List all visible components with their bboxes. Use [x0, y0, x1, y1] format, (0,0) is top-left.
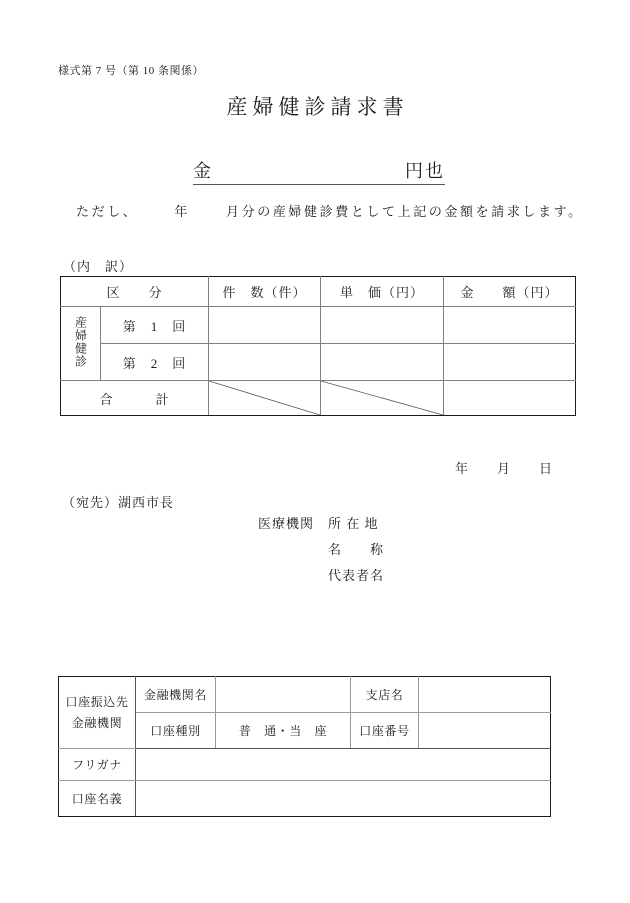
institution-address-label: 所 在 地 — [328, 516, 379, 531]
bank-branch-value[interactable] — [419, 677, 551, 713]
table-row — [61, 344, 576, 381]
date-line — [455, 458, 553, 477]
recipient-line: （宛先）湖西市長 — [62, 495, 175, 510]
header-amount: 金 額（円） — [444, 277, 576, 307]
breakdown-caption: （内 訳） — [63, 259, 134, 274]
row-unit-price-2[interactable] — [321, 344, 444, 381]
diagonal-strike-icon — [209, 381, 320, 415]
bank-furigana-label: フリガナ — [59, 749, 136, 781]
institution-representative-label: 代表者名 — [328, 568, 385, 583]
total-count-cell — [209, 381, 321, 416]
row-amount-2[interactable] — [444, 344, 576, 381]
statement-year-unit: 年 — [174, 204, 191, 219]
amount-suffix: 円也 — [405, 161, 445, 181]
header-unit-price: 単 価（円） — [321, 277, 444, 307]
bank-institution-name-label: 金融機関名 — [136, 677, 216, 713]
bank-account-table — [58, 676, 551, 817]
bank-account-type-label: 口座種別 — [136, 713, 216, 749]
table-total-row — [61, 381, 576, 416]
total-unit-price-cell — [321, 381, 444, 416]
row-amount-1[interactable] — [444, 307, 576, 344]
header-count: 件 数（件） — [209, 277, 321, 307]
bank-account-holder-label: 口座名義 — [59, 781, 136, 817]
form-number: 様式第 7 号（第 10 条関係） — [58, 65, 204, 77]
institution-block — [258, 513, 384, 591]
bank-furigana-value[interactable] — [136, 749, 551, 781]
bank-table-row — [59, 749, 551, 781]
bank-row-label-line2: 金融機関 — [71, 715, 123, 730]
institution-name-label: 名 称 — [328, 542, 385, 557]
bank-account-type-options[interactable]: 普 通・当 座 — [216, 713, 351, 749]
page-title: 産婦健診請求書 — [226, 95, 409, 119]
bank-institution-name-value[interactable] — [216, 677, 351, 713]
bank-row-label-cell — [59, 677, 136, 749]
bank-row-label-line1: 口座振込先 — [65, 695, 129, 710]
amount-line — [193, 157, 445, 185]
row-count-2[interactable] — [209, 344, 321, 381]
row-count-1[interactable] — [209, 307, 321, 344]
row-label-1: 第 1 回 — [101, 307, 209, 344]
total-label: 合 計 — [61, 381, 209, 416]
institution-address-line — [258, 513, 384, 539]
breakdown-table — [60, 276, 576, 416]
institution-prefix: 医療機関 — [258, 516, 315, 531]
row-label-2: 第 2 回 — [101, 344, 209, 381]
statement-prefix: ただし、 — [76, 204, 139, 219]
date-month-unit: 月 — [497, 461, 512, 476]
total-amount[interactable] — [444, 381, 576, 416]
table-header-row — [61, 277, 576, 307]
statement-month-unit: 月分の産婦健診費として上記の金額を請求します。 — [226, 204, 584, 219]
group-label-cell — [61, 307, 101, 381]
institution-name-line — [258, 539, 384, 565]
bank-account-number-label: 口座番号 — [351, 713, 419, 749]
bank-account-holder-value[interactable] — [136, 781, 551, 817]
header-category: 区 分 — [61, 277, 209, 307]
bank-table-row — [59, 677, 551, 713]
row-unit-price-1[interactable] — [321, 307, 444, 344]
group-label-text: 産婦健診 — [73, 315, 88, 368]
statement-line — [76, 201, 584, 220]
table-row — [61, 307, 576, 344]
institution-representative-line — [258, 565, 384, 591]
date-year-unit: 年 — [455, 461, 470, 476]
bank-branch-label: 支店名 — [351, 677, 419, 713]
bank-table-row — [59, 781, 551, 817]
bank-account-number-value[interactable] — [419, 713, 551, 749]
amount-label: 金 — [193, 161, 212, 181]
diagonal-strike-icon — [321, 381, 443, 415]
date-day-unit: 日 — [539, 461, 554, 476]
